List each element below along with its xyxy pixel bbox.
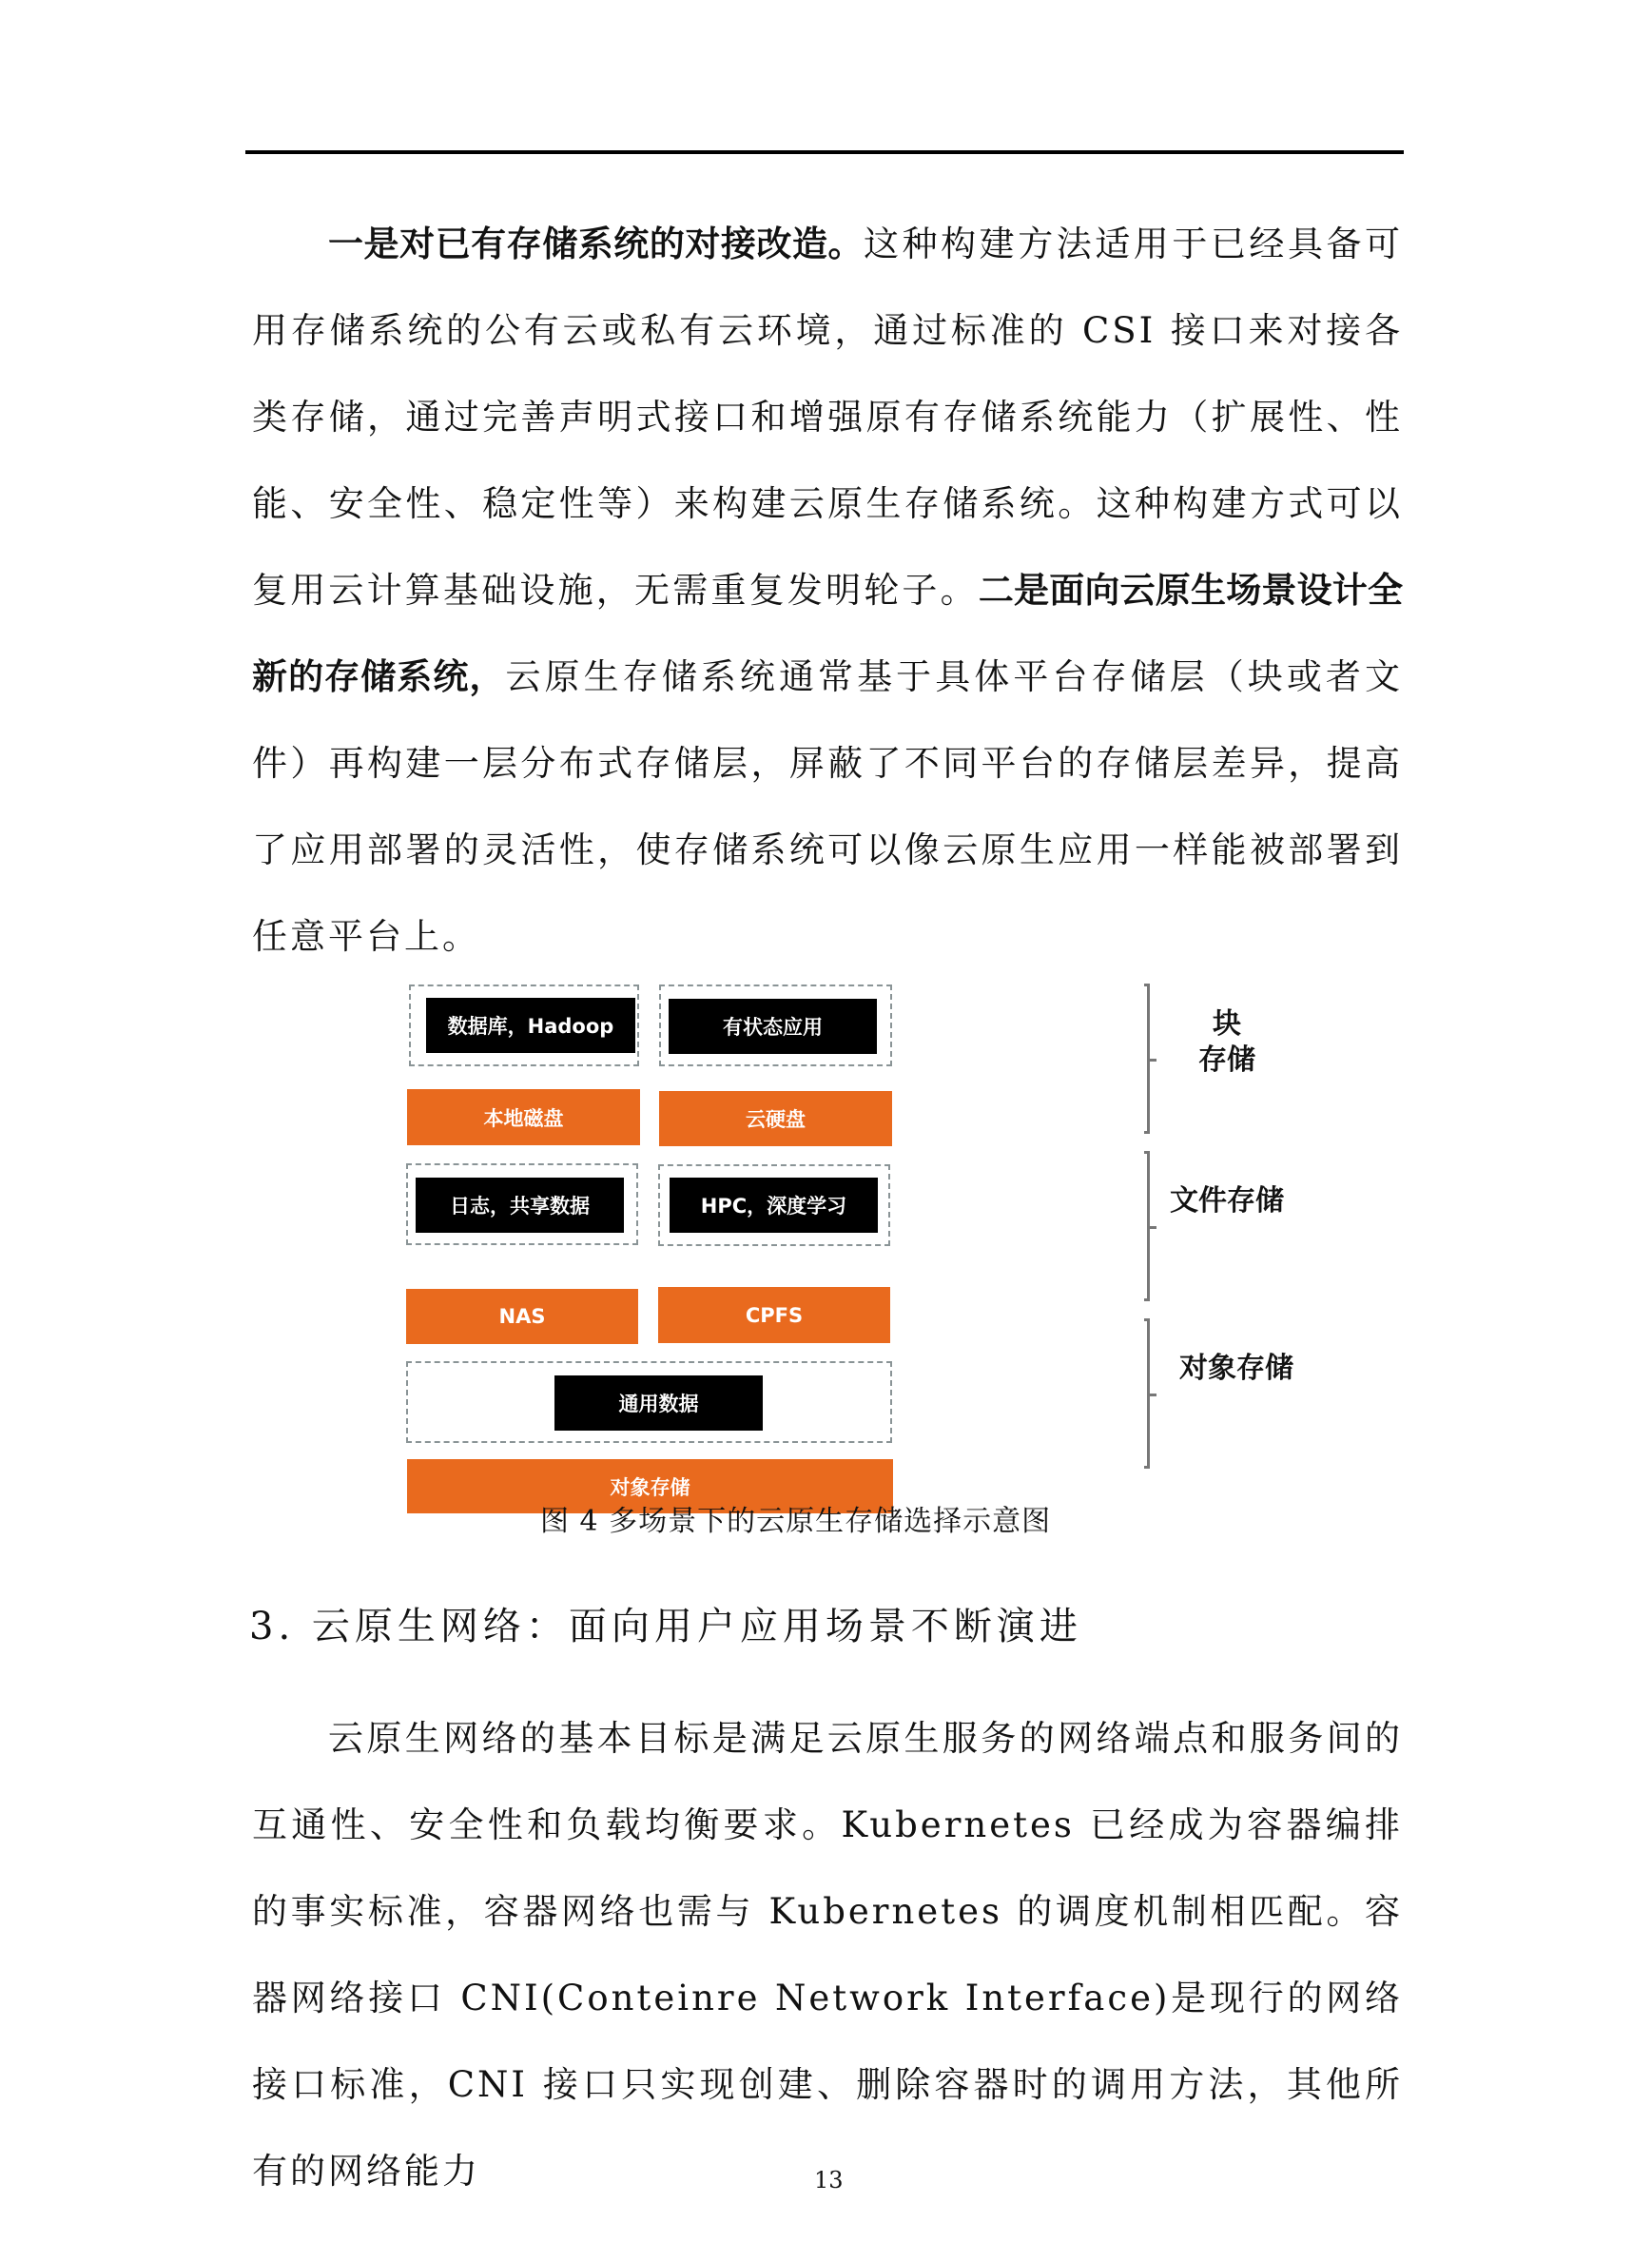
figure-caption: 图 4 多场景下的云原生存储选择示意图 <box>540 1505 1052 1538</box>
bracket-file <box>1144 1151 1150 1301</box>
label-block-line1: 块 <box>1213 1007 1241 1041</box>
paragraph-cloud-native-network: 云原生网络的基本目标是满足云原生服务的网络端点和服务间的互通性、安全性和负载均衡要求。Kubernetes 已经成为容器编排的事实标准，容器网络也需与 Kubernetes 的调度机制相匹配。容器网络接口 CNI(Conteinre Network Interface)是现行的网络接口标准，CNI 接口只实现创建、删除容器时的调用方法，其他所有的网络能力 <box>252 1718 1403 2192</box>
object-app-general-data: 通用数据 <box>554 1375 763 1431</box>
storage-cloud-disk: 云硬盘 <box>659 1091 892 1146</box>
bold-lead-1: 一是对已有存储系统的对接改造。 <box>328 224 865 264</box>
section-heading: 3. 云原生网络：面向用户应用场景不断演进 <box>249 1605 1082 1648</box>
page-number: 13 <box>814 2167 844 2193</box>
bracket-object <box>1144 1318 1150 1469</box>
label-block-line2: 存储 <box>1198 1043 1255 1077</box>
label-file-storage: 文件存储 <box>1170 1184 1284 1218</box>
label-object-storage: 对象存储 <box>1179 1352 1293 1385</box>
bold-lead-2: 二是面向云原生场景设计全新的存储系统， <box>252 570 1404 697</box>
header-rule <box>245 150 1404 154</box>
storage-object: 对象存储 <box>407 1459 893 1513</box>
paragraph-text-2: 云原生存储系统通常基于具体平台存储层（块或者文件）再构建一层分布式存储层，屏蔽了不同平台的存储层差异，提高了应用部署的灵活性，使存储系统可以像云原生应用一样能被部署到任意平台上。 <box>252 656 1404 957</box>
file-app-hpc-dl: HPC，深度学习 <box>670 1178 878 1233</box>
storage-cpfs: CPFS <box>658 1287 890 1343</box>
file-app-logs-shared: 日志，共享数据 <box>416 1178 624 1233</box>
storage-selection-diagram <box>399 970 1293 1503</box>
storage-local-disk: 本地磁盘 <box>407 1089 640 1145</box>
paragraph-text-1: 这种构建方法适用于已经具备可用存储系统的公有云或私有云环境，通过标准的 CSI 接口来对接各类存储，通过完善声明式接口和增强原有存储系统能力（扩展性、性能、安全性、稳定性等）来构建云原生存储系统。这种构建方式可以复用云计算基础设施，无需重复发明轮子。 <box>252 224 1404 611</box>
storage-nas: NAS <box>406 1289 638 1344</box>
block-app-stateful: 有状态应用 <box>669 999 877 1054</box>
label-block-storage <box>1179 1006 1274 1079</box>
block-app-database-hadoop: 数据库，Hadoop <box>426 998 635 1053</box>
paragraph-storage-approaches <box>252 201 1403 980</box>
bracket-block <box>1144 984 1150 1134</box>
